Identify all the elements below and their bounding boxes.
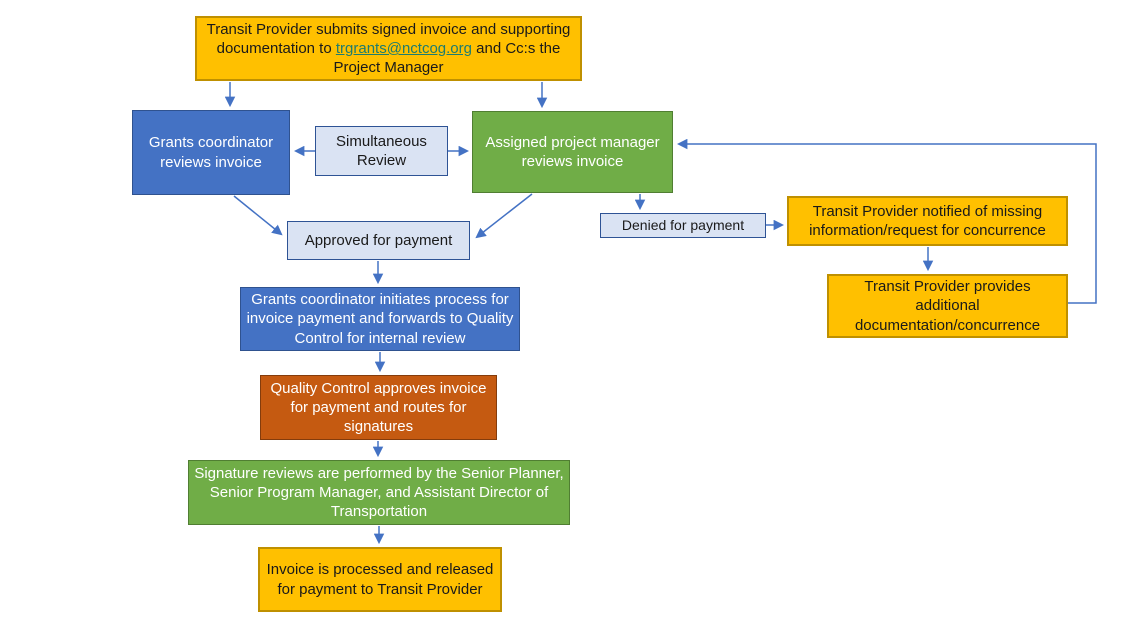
- trgrants-email-link[interactable]: trgrants@nctcog.org: [335, 39, 472, 57]
- submit-text-before: Transit Provider submits signed invoice and supporting documentation to: [206, 20, 571, 57]
- node-project-manager-review: [472, 111, 673, 193]
- approved-label: Approved for payment: [304, 231, 453, 249]
- node-quality-control-approves: [260, 375, 497, 440]
- grants-review-label: Grants coordinator reviews invoice: [148, 134, 274, 171]
- node-provider-provides-docs: [827, 274, 1068, 338]
- node-provider-notified: [787, 196, 1068, 246]
- node-signature-reviews: [188, 460, 570, 525]
- pm-review-label: Assigned project manager reviews invoice: [485, 133, 660, 170]
- connector-grants-to-approved: [234, 196, 281, 234]
- node-simultaneous-review: [315, 126, 448, 176]
- signatures-label: Signature reviews are performed by the Senior Planner, Senior Program Manager, and Assistant Director of Transportation: [194, 464, 564, 521]
- submit-text-after: and Cc:s the Project Manager: [333, 39, 561, 77]
- node-grants-coordinator-review: [132, 110, 290, 195]
- connector-pm-to-approved: [477, 194, 532, 237]
- initiates-label: Grants coordinator initiates process for invoice payment and forwards to Quality Control for internal review: [246, 291, 514, 347]
- processed-label: Invoice is processed and released for payment to Transit Provider: [266, 561, 494, 598]
- simultaneous-review-label: Simultaneous Review: [336, 132, 427, 169]
- node-grants-initiates-payment: [240, 287, 520, 351]
- node-denied-for-payment: [600, 213, 766, 238]
- denied-label: Denied for payment: [621, 216, 745, 233]
- notified-label: Transit Provider notified of missing information/request for concurrence: [809, 202, 1046, 239]
- provides-label: Transit Provider provides additional documentation/concurrence: [854, 278, 1041, 334]
- node-submit-invoice: [195, 16, 582, 81]
- node-invoice-processed: [258, 547, 502, 612]
- qc-label: Quality Control approves invoice for payment and routes for signatures: [270, 379, 487, 436]
- submit-invoice-text: [202, 20, 575, 78]
- node-approved-for-payment: [287, 221, 470, 260]
